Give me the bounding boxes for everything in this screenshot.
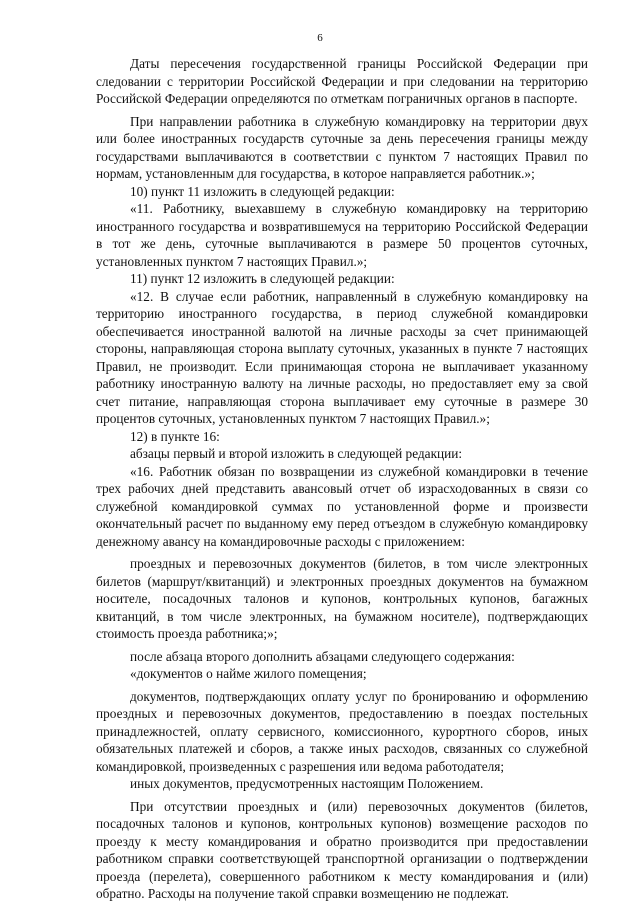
paragraph-paragraphs-one-two: абзацы первый и второй изложить в следующей редакции:: [130, 446, 463, 461]
paragraph-point-16-text: «16. Работник обязан по возвращении из служебной командировки в течение трех рабочих дней представить авансовый отчет об израсходованных в связи со служебной командировкой суммах по установленной форме и произвести окончательный расчет по выданному ему перед отъездом в служебную командировку денежному авансу на командировочные расходы с приложением:: [96, 463, 588, 549]
paragraph-point-11-text: «11. Работнику, выехавшему в служебную командировку на территорию иностранного государства и возвратившемуся на территорию Российской Федерации в тот же день, суточные выплачиваются в размере 50 процентов суточных, установленных пунктом 7 настоящих Правил.»;: [96, 201, 588, 269]
paragraph-item-10: 10) пункт 11 изложить в следующей редакции:: [130, 183, 395, 199]
paragraph-item-12: 12) в пункте 16:: [130, 428, 220, 444]
page-number: 6: [317, 32, 323, 44]
paragraph-point-12-text: «12. В случае если работник, направленный в служебную командировку на территорию иностранного государства, в период служебной командировки обеспечивается иностранной валютой на личные расходы за счет принимающей стороны, направляющая сторона выплату суточных, указанных в пункте 7 настоящих Правил, не производит. Если принимающая сторона не выплачивает указанному работнику иностранную валюту на личные расходы, но предоставляет ему за свой счет питание, направляющая сторона выплачивает ему суточные в размере 30 процентов суточных, установленных пунктом 7 настоящих Правил.»;: [96, 288, 588, 426]
paragraph-after-second: после абзаца второго дополнить абзацами следующего содержания:: [130, 648, 515, 664]
paragraph-housing-documents: «документов о найме жилого помещения;: [130, 666, 367, 681]
document-body: [96, 55, 588, 903]
paragraph-multiple-states: При направлении работника в служебную командировку на территории двух или более иностранных государств суточные за день пересечения границы между государствами выплачиваются в соответствии с пунктом 7 настоящих Правил по нормам, установленным для государства, в которое направляется работник.»;: [96, 113, 588, 181]
paragraph-border-dates: Даты пересечения государственной границы Российской Федерации при следовании с территории Российской Федерации и при следовании на территорию Российской Федерации определяются по отметкам пограничных органов в паспорте.: [96, 56, 588, 106]
paragraph-no-documents: При отсутствии проездных и (или) перевозочных документов (билетов, посадочных талонов и купонов, контрольных купонов) возмещение расходов по проезду к месту командирования и обратно производится при предоставлении работником справки соответствующей транспортной организации о подтверждении проезда (перелета), совершенного работником к месту командирования и (или) обратно. Расходы на получение такой справки возмещению не подлежат.: [96, 798, 588, 901]
paragraph-other-documents: иных документов, предусмотренных настоящим Положением.: [130, 776, 484, 791]
paragraph-item-11: 11) пункт 12 изложить в следующей редакции:: [130, 271, 395, 286]
paragraph-travel-documents: проездных и перевозочных документов (билетов, в том числе электронных билетов (маршрут/квитанций) и электронных проездных документов на бумажном носителе, посадочных талонов и купонов, контрольных купонов, багажных квитанций, в том числе электронных, на бумажном носителе), подтверждающих стоимость проезда работника;»;: [96, 556, 588, 641]
paragraph-payment-documents: документов, подтверждающих оплату услуг по бронированию и оформлению проездных и перевозочных документов, предоставлению в поездах постельных принадлежностей, оплату сервисного, комиссионного, курортного сборов, иных обязательных платежей и сборов, а также иных расходов, связанных со служебной командировкой, произведенных с разрешения или ведома работодателя;: [96, 688, 588, 774]
